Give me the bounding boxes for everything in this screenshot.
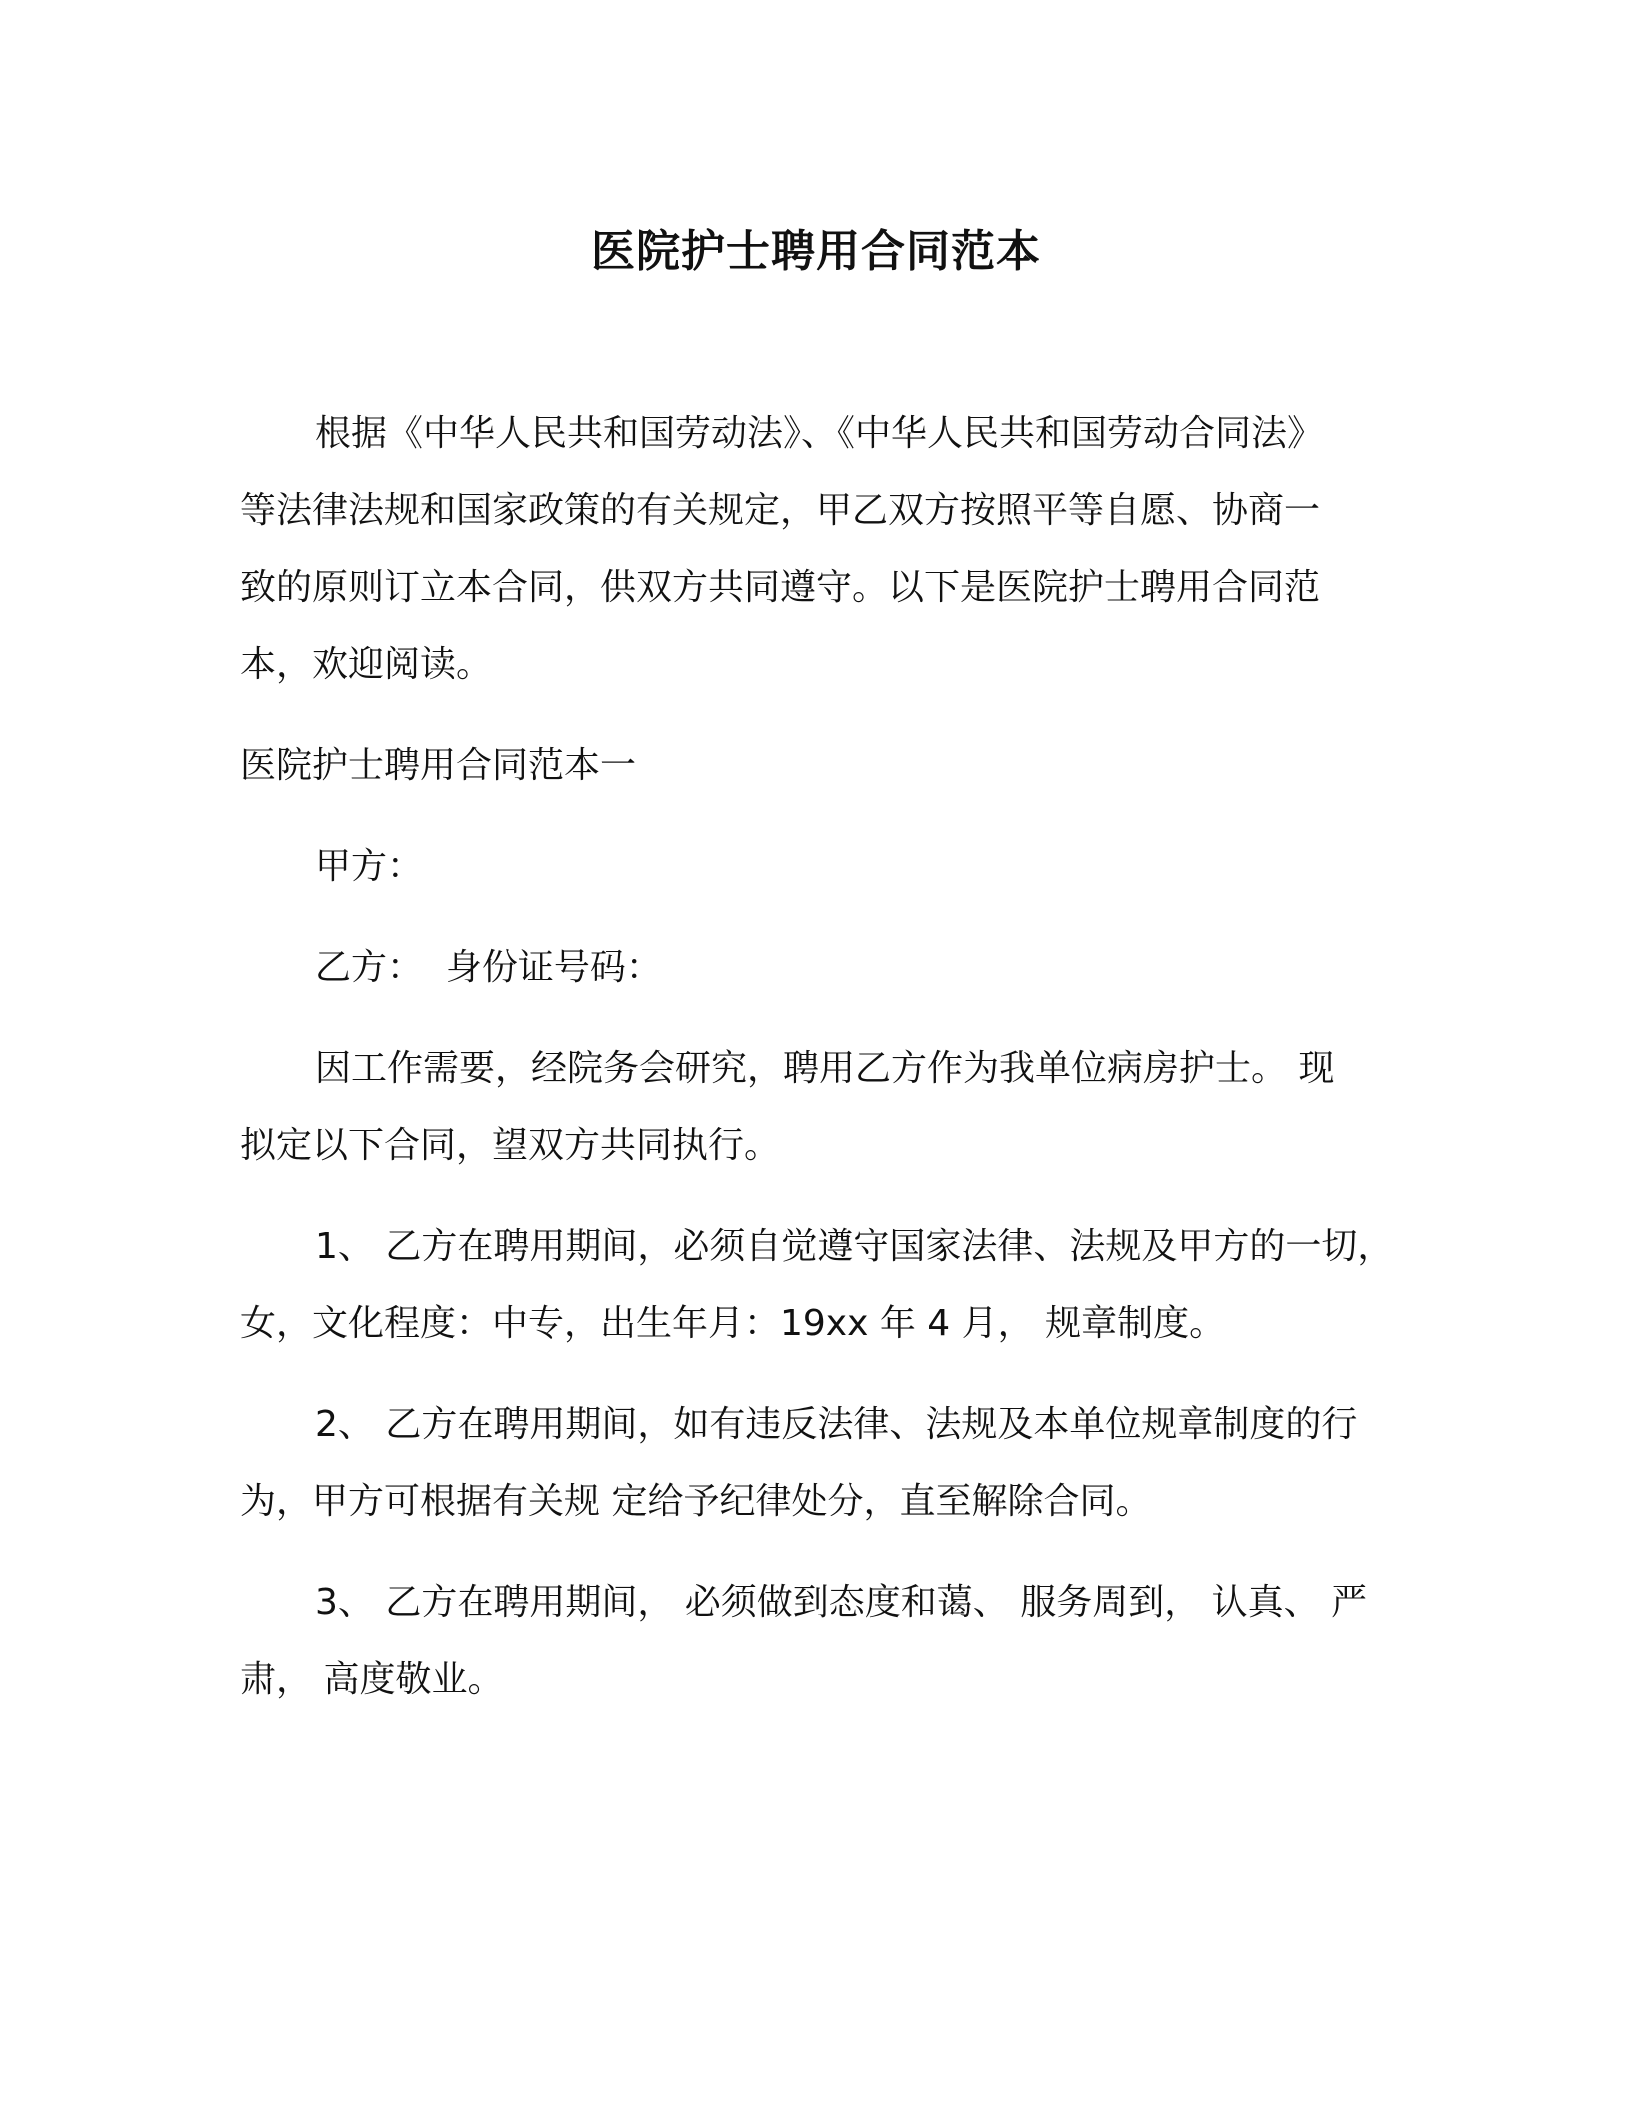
party-a-label: 甲方：	[315, 846, 424, 887]
section-heading	[240, 727, 1410, 804]
clause-line: 2、 乙方在聘用期间，如有违反法律、法规及本单位规章制度的行	[315, 1404, 1358, 1445]
intro-line: 致的原则订立本合同，供双方共同遵守。以下是医院护士聘用合同范	[240, 567, 1321, 608]
reason-line: 因工作需要，经院务会研究，聘用乙方作为我单位病房护士。 现	[315, 1048, 1335, 1089]
intro-line: 根据《中华人民共和国劳动法》、《中华人民共和国劳动合同法》	[315, 413, 1324, 454]
clause-1	[240, 1208, 1410, 1362]
document-title: 医院护士聘用合同范本	[591, 226, 1041, 277]
intro-line: 本，欢迎阅读。	[240, 644, 493, 685]
intro-line: 等法律法规和国家政策的有关规定，甲乙双方按照平等自愿、协商一	[240, 490, 1321, 531]
clause-line: 3、 乙方在聘用期间， 必须做到态度和蔼、 服务周到， 认真、 严	[315, 1582, 1368, 1623]
clause-2	[240, 1386, 1410, 1540]
section-heading-text: 医院护士聘用合同范本一	[240, 745, 637, 786]
reason-paragraph	[240, 1030, 1410, 1184]
clause-line: 为，甲方可根据有关规 定给予纪律处分，直至解除合同。	[240, 1481, 1152, 1522]
reason-line: 拟定以下合同，望双方共同执行。	[240, 1125, 781, 1166]
document-body	[240, 395, 1410, 1718]
party-a-line	[240, 828, 1410, 905]
party-b-line	[240, 929, 1410, 1006]
clause-line: 1、 乙方在聘用期间，必须自觉遵守国家法律、法规及甲方的一切，	[315, 1226, 1394, 1267]
party-b-label: 乙方： 身份证号码：	[315, 947, 662, 988]
clause-line: 女，文化程度：中专，出生年月：19xx 年 4 月， 规章制度。	[240, 1303, 1226, 1344]
clause-3	[240, 1564, 1410, 1718]
clause-line: 肃， 高度敬业。	[240, 1659, 504, 1700]
intro-paragraph	[240, 395, 1410, 703]
